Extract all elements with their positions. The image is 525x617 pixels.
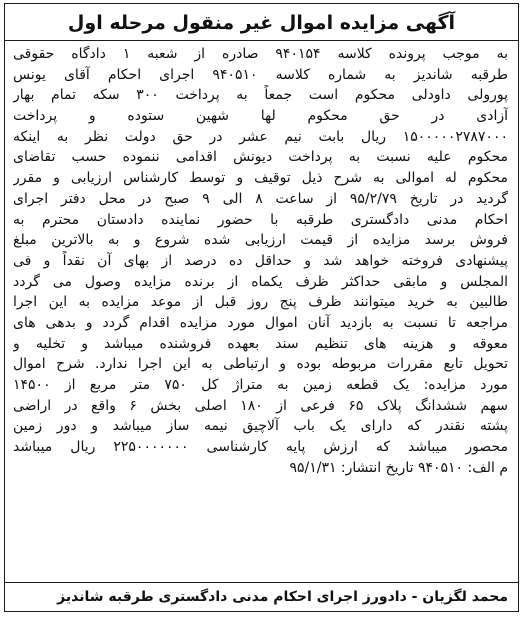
notice-body bbox=[13, 44, 508, 478]
notice-line: مورد مزایده: یک قطعه زمین به متراژ کل ۷۵۰ متر مربع از ۱۴۵۰۰ bbox=[13, 377, 508, 393]
notice-line: طرقبه شاندیز به شماره کلاسه ۹۴۰۵۱۰ اجرای احکام آقای یونس bbox=[13, 66, 508, 83]
notice-line: به موجب پرونده کلاسه ۹۴۰۱۵۴ صادره از شعبه ۱ دادگاه حقوقی bbox=[13, 46, 508, 62]
notice-line: تحویل تابع مقررات مربوطه بوده و ارتباطی به این اجرا ندارد. شرح اموال bbox=[13, 356, 508, 373]
notice-line: محکوم علیه نسبت به پرداخت دیونش اقدامی ننموده حسب تقاضای bbox=[13, 149, 508, 166]
notice-line: آزادی در حق محکوم لها شهین ستوده و پرداخت bbox=[13, 108, 508, 125]
notice-reference-line: م الف: ۹۴۰۵۱۰ تاریخ انتشار: ۹۵/۱/۳۱ bbox=[289, 459, 508, 476]
notice-line: پیشنهادی فروخته خواهد شد و حداقل ده درصد از بهای آن نقداً و فی bbox=[13, 252, 508, 269]
notice-line: احکام مدنی دادگستری طرقبه با حضور نماینده دادستان محترم به bbox=[13, 211, 508, 228]
notice-line: محصور میباشد که ارزش پایه کارشناسی ۲۲۵۰۰۰۰۰۰۰ ریال میباشد bbox=[13, 439, 508, 456]
notice-line: پورولی داودلی محکوم است جمعاً به پرداخت ۳۰۰ سکه تمام بهار bbox=[13, 87, 508, 104]
notice-line: مراجعه تا نسبت به بازدید آنان اموال مورد مزایده اقدام گردد و بدهی های bbox=[13, 314, 508, 331]
notice-line: محکوم له اموالی به شرح ذیل توقیف و توسط کارشناس ارزیابی و مقرر bbox=[13, 170, 508, 187]
notice-title: آگهی مزایده اموال غیر منقول مرحله اول bbox=[67, 12, 456, 34]
notice-line: فروش برسد مزایده از قیمت ارزیابی شده شروع و به بالاترین مبلغ bbox=[13, 232, 508, 249]
notice-line: المجلس و مابقی حداکثر ظرف یکماه از برنده مزایده وصول می گردد bbox=[13, 273, 508, 290]
title-divider bbox=[5, 40, 518, 41]
notice-line: ۱۵۰۰۰۰۰۲۷۸۷۰۰۰ ریال بابت نیم عشر در حق دولت نظر به اینکه bbox=[13, 128, 508, 145]
notice-line: گردید در تاریخ ۹۵/۲/۷۹ از ساعت ۸ الی ۹ صبح در محل دفتر اجرای bbox=[13, 190, 508, 207]
auction-notice bbox=[4, 3, 519, 612]
notice-line: پشته نقندر که دارای یک باب آلاچیق نیمه ساز میباشد و دور زمین bbox=[13, 418, 508, 435]
notice-line: معوقه و هزینه های تنظیم سند بعهده فروشنده میباشد و تخلیه و bbox=[13, 335, 508, 352]
notice-line: طالبین به خرید میتوانند ظرف پنج روز قبل از موعد مزایده به این اجرا bbox=[13, 294, 508, 311]
notice-line: سهم ششدانگ پلاک ۶۵ فرعی از ۱۸۰ اصلی بخش ۶ واقع در اراضی bbox=[13, 397, 508, 414]
notice-signature: محمد لگزیان - دادورز اجرای احکام مدنی دادگستری طرقبه شاندیز bbox=[57, 589, 508, 605]
signature-divider bbox=[5, 582, 518, 583]
